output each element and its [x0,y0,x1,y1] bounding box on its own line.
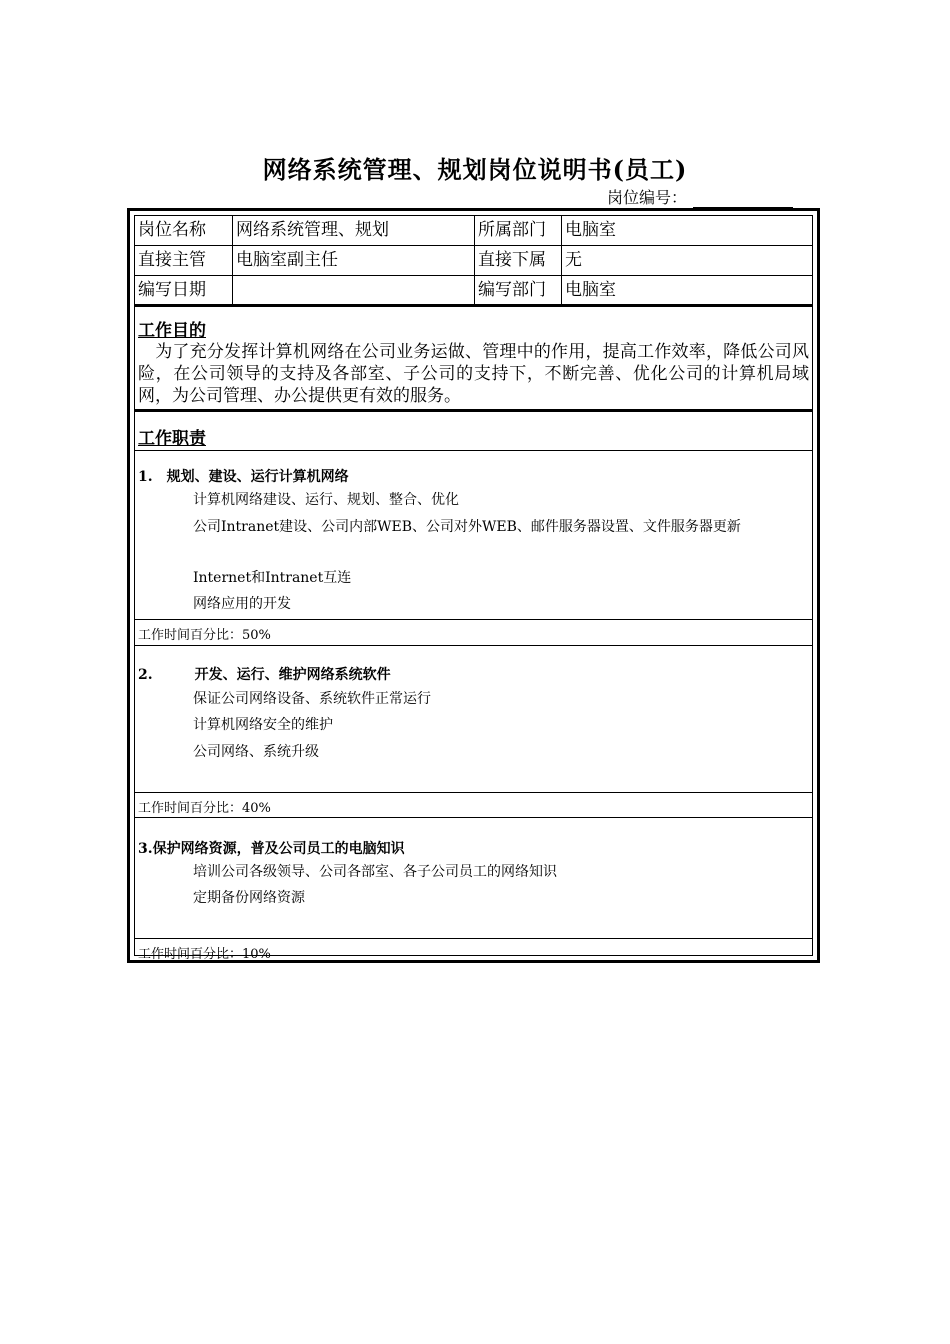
value-date [233,276,473,304]
value-subordinates: 无 [565,250,582,270]
info-row-3 [135,276,812,304]
value-writing-dept: 电脑室 [565,280,616,300]
list-item: 计算机网络安全的维护 [193,717,333,733]
divider [135,817,812,818]
divider [135,645,812,646]
label-department: 所属部门 [478,220,546,240]
divider [135,450,812,451]
label-position-name: 岗位名称 [138,220,206,240]
table-inner-border [134,215,813,962]
list-item: Internet和Intranet互连 [193,570,352,586]
list-item: 保证公司网络设备、系统软件正常运行 [193,691,431,707]
job-description-table [127,208,820,963]
list-item: 公司网络、系统升级 [193,744,319,760]
label-supervisor: 直接主管 [138,250,206,270]
position-number-label: 岗位编号： [607,188,688,207]
divider [135,792,812,793]
label-writing-dept: 编写部门 [478,280,546,300]
position-number-blank [693,193,793,208]
purpose-text: 为了充分发挥计算机网络在公司业务运做、管理中的作用，提高工作效率，降低公司风险，在公司领导的支持及各部室、子公司的支持下，不断完善、优化公司的计算机局域网，为公司管理、办公提供更有效的服务。 [138,342,809,406]
duty-3-percentage: 工作时间百分比：10% [138,947,271,962]
list-item: 计算机网络建设、运行、规划、整合、优化 [193,492,459,508]
label-subordinates: 直接下属 [478,250,546,270]
duty-1-percentage: 工作时间百分比：50% [138,628,271,643]
divider [135,938,812,939]
label-date: 编写日期 [138,280,206,300]
divider [135,409,812,412]
value-supervisor: 电脑室副主任 [236,250,338,270]
list-item: 网络应用的开发 [193,596,291,612]
list-item: 公司Intranet建设、公司内部WEB、公司对外WEB、邮件服务器设置、文件服务器更新 [193,519,741,535]
info-row-1 [135,216,812,246]
purpose-heading: 工作目的 [138,321,206,341]
list-item: 定期备份网络资源 [193,890,305,906]
value-department: 电脑室 [565,220,616,240]
duty-2-heading: 2. 开发、运行、维护网络系统软件 [138,667,391,683]
duties-heading: 工作职责 [138,429,206,449]
list-item: 培训公司各级领导、公司各部室、各子公司员工的网络知识 [193,864,557,880]
divider [135,619,812,620]
duty-1-heading: 1. 规划、建设、运行计算机网络 [138,469,349,485]
duty-2-percentage: 工作时间百分比：40% [138,801,271,816]
position-number [607,185,793,208]
duty-3-heading: 3.保护网络资源，普及公司员工的电脑知识 [138,841,405,857]
info-row-2 [135,246,812,276]
value-position-name: 网络系统管理、规划 [236,220,389,240]
document-title: 网络系统管理、规划岗位说明书(员工) [262,155,688,184]
divider [135,304,812,307]
